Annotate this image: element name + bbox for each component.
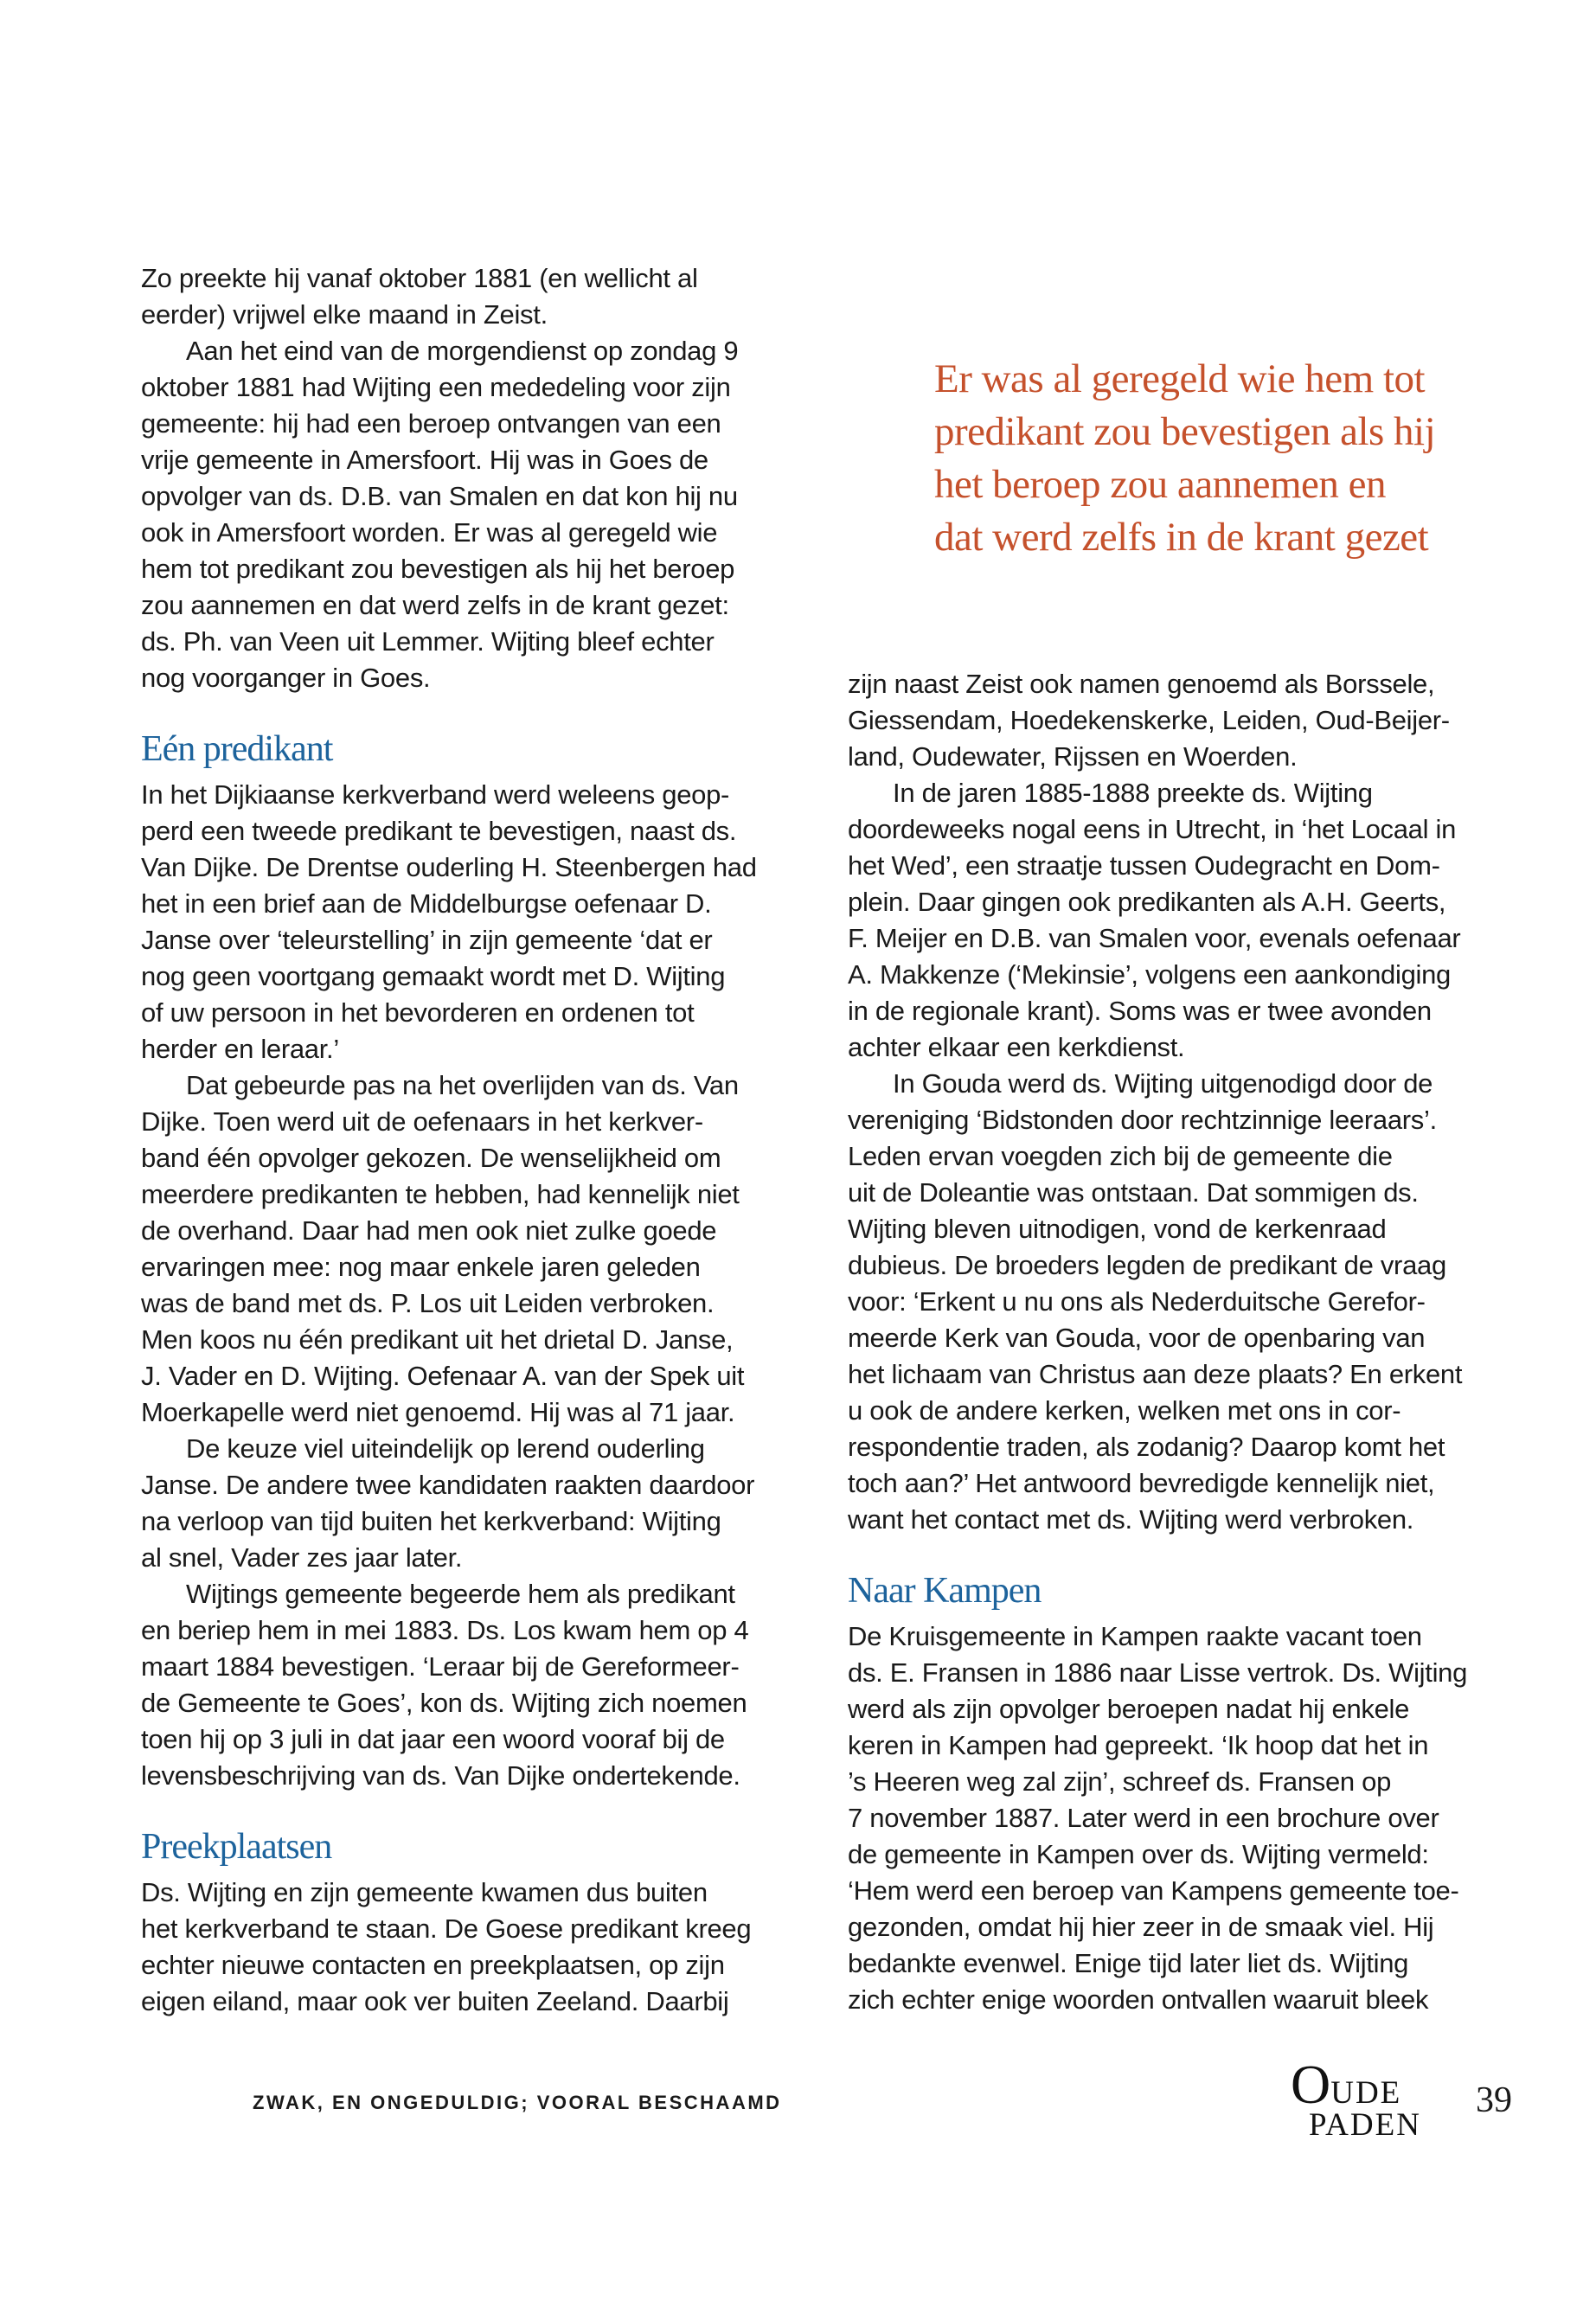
text-line: ervaringen mee: nog maar enkele jaren geleden <box>141 1252 701 1282</box>
text-line: echter nieuwe contacten en preekplaatsen, op zijn <box>141 1950 725 1980</box>
pull-quote <box>848 353 1514 564</box>
text-line: opvolger van ds. D.B. van Smalen en dat kon hij nu <box>141 481 738 511</box>
text-line: want het contact met ds. Wijting werd verbroken. <box>848 1504 1414 1535</box>
logo-rest-ude: UDE <box>1330 2075 1402 2111</box>
text-line: perd een tweede predikant te bevestigen, naast ds. <box>141 816 737 846</box>
text-line: Moerkapelle werd niet genoemd. Hij was al 71 jaar. <box>141 1397 735 1427</box>
text-line: het Wed’, een straatje tussen Oudegracht en Dom- <box>848 850 1440 881</box>
text-line: of uw persoon in het bevorderen en ordenen tot <box>141 997 695 1028</box>
right-column-body <box>848 666 1514 2018</box>
text-line: Dijke. Toen werd uit de oefenaars in het kerkver- <box>141 1106 703 1137</box>
section-heading: Preekplaatsen <box>141 1827 332 1867</box>
page-number: 39 <box>1476 2080 1512 2120</box>
quote-line: het beroep zou aannemen en <box>934 462 1387 507</box>
text-line: vrije gemeente in Amersfoort. Hij was in Goes de <box>141 445 708 475</box>
text-line: doordeweeks nogal eens in Utrecht, in ‘het Locaal in <box>848 814 1457 844</box>
text-line: 7 november 1887. Later werd in een brochure over <box>848 1803 1439 1833</box>
text-line: de gemeente in Kampen over ds. Wijting vermeld: <box>848 1839 1429 1869</box>
text-line: toen hij op 3 juli in dat jaar een woord vooraf bij de <box>141 1724 725 1754</box>
text-line: ds. E. Fransen in 1886 naar Lisse vertrok. Ds. Wijting <box>848 1657 1468 1688</box>
text-line: Aan het eind van de morgendienst op zondag 9 <box>186 336 739 366</box>
text-line: Wijting bleven uitnodigen, vond de kerkenraad <box>848 1214 1387 1244</box>
text-line: land, Oudewater, Rijssen en Woerden. <box>848 741 1298 772</box>
text-line: Giessendam, Hoedekenskerke, Leiden, Oud-Beijer- <box>848 705 1450 735</box>
text-line: In het Dijkiaanse kerkverband werd weleens geop- <box>141 779 730 810</box>
text-line: oktober 1881 had Wijting een mededeling voor zijn <box>141 372 731 402</box>
text-line: De keuze viel uiteindelijk op lerend ouderling <box>186 1433 705 1464</box>
text-line: ‘Hem werd een beroep van Kampens gemeente toe- <box>848 1875 1459 1906</box>
logo-initial-o: O <box>1291 2054 1331 2115</box>
text-line: De Kruisgemeente in Kampen raakte vacant toen <box>848 1621 1422 1651</box>
text-line: keren in Kampen had gepreekt. ‘Ik hoop dat het in <box>848 1730 1429 1760</box>
text-line: Van Dijke. De Drentse ouderling H. Steenbergen had <box>141 852 757 882</box>
text-line: A. Makkenze (‘Mekinsie’, volgens een aankondiging <box>848 959 1451 990</box>
text-line: zich echter enige woorden ontvallen waaruit bleek <box>848 1984 1429 2015</box>
text-line: meerdere predikanten te hebben, had kennelijk niet <box>141 1179 740 1209</box>
text-line: in de regionale krant). Soms was er twee avonden <box>848 996 1432 1026</box>
text-line: Dat gebeurde pas na het overlijden van ds. Van <box>186 1070 739 1100</box>
text-line: de overhand. Daar had men ook niet zulke goede <box>141 1215 717 1246</box>
text-line: Leden ervan voegden zich bij de gemeente die <box>848 1141 1393 1171</box>
text-line: Zo preekte hij vanaf oktober 1881 (en wellicht al <box>141 263 698 293</box>
text-line: de Gemeente te Goes’, kon ds. Wijting zich noemen <box>141 1688 747 1718</box>
left-text-column <box>141 260 805 2020</box>
text-line: achter elkaar een kerkdienst. <box>848 1032 1185 1062</box>
text-line: ’s Heeren weg zal zijn’, schreef ds. Fransen op <box>848 1766 1392 1797</box>
text-line: In Gouda werd ds. Wijting uitgenodigd door de <box>893 1068 1433 1099</box>
text-line: gezonden, omdat hij hier zeer in de smaak viel. Hij <box>848 1912 1434 1942</box>
right-text-column <box>848 0 1514 2018</box>
text-line: na verloop van tijd buiten het kerkverband: Wijting <box>141 1506 721 1536</box>
text-line: eigen eiland, maar ook ver buiten Zeeland. Daarbij <box>141 1986 729 2016</box>
text-line: al snel, Vader zes jaar later. <box>141 1542 463 1573</box>
section-heading: Eén predikant <box>141 729 333 769</box>
text-line: en beriep hem in mei 1883. Ds. Los kwam hem op 4 <box>141 1615 749 1645</box>
logo-line-paden: PADEN <box>1309 2107 1421 2143</box>
oude-paden-logo <box>1291 2054 1421 2143</box>
text-line: voor: ‘Erkent u nu ons als Nederduitsche Gerefor- <box>848 1286 1426 1317</box>
text-line: meerde Kerk van Gouda, voor de openbaring van <box>848 1323 1426 1353</box>
text-line: Janse over ‘teleurstelling’ in zijn gemeente ‘dat er <box>141 925 713 955</box>
text-line: was de band met ds. P. Los uit Leiden verbroken. <box>141 1288 715 1318</box>
text-line: werd als zijn opvolger beroepen nadat hij enkele <box>848 1694 1410 1724</box>
text-line: In de jaren 1885-1888 preekte ds. Wijting <box>893 778 1373 808</box>
text-line: dubieus. De broeders legden de predikant de vraag <box>848 1250 1446 1280</box>
text-line: maart 1884 bevestigen. ‘Leraar bij de Gereformeer- <box>141 1651 740 1682</box>
section-heading: Naar Kampen <box>848 1571 1042 1611</box>
text-line: J. Vader en D. Wijting. Oefenaar A. van der Spek uit <box>141 1361 745 1391</box>
logo-line-oude <box>1291 2054 1421 2115</box>
text-line: herder en leraar.’ <box>141 1034 339 1064</box>
text-line: het lichaam van Christus aan deze plaats? En erkent <box>848 1359 1463 1389</box>
text-line: hem tot predikant zou bevestigen als hij het beroep <box>141 554 735 584</box>
text-line: het kerkverband te staan. De Goese predikant kreeg <box>141 1913 752 1944</box>
text-line: ds. Ph. van Veen uit Lemmer. Wijting bleef echter <box>141 626 715 657</box>
text-line: levensbeschrijving van ds. Van Dijke ondertekende. <box>141 1760 740 1791</box>
quote-line: Er was al geregeld wie hem tot <box>934 356 1426 401</box>
text-line: gemeente: hij had een beroep ontvangen van een <box>141 408 721 439</box>
text-line: uit de Doleantie was ontstaan. Dat sommigen ds. <box>848 1177 1419 1208</box>
text-line: nog geen voortgang gemaakt wordt met D. Wijting <box>141 961 726 991</box>
text-line: nog voorganger in Goes. <box>141 663 431 693</box>
text-line: Janse. De andere twee kandidaten raakten daardoor <box>141 1470 755 1500</box>
text-line: toch aan?’ Het antwoord bevredigde kennelijk niet, <box>848 1468 1435 1498</box>
text-line: Men koos nu één predikant uit het drietal D. Janse, <box>141 1324 734 1355</box>
quote-line: dat werd zelfs in de krant gezet <box>934 515 1429 560</box>
text-line: plein. Daar gingen ook predikanten als A.H. Geerts, <box>848 887 1446 917</box>
running-head: ZWAK, EN ONGEDULDIG; VOORAL BESCHAAMD <box>253 2092 782 2113</box>
text-line: bedankte evenwel. Enige tijd later liet ds. Wijting <box>848 1948 1409 1978</box>
text-line: F. Meijer en D.B. van Smalen voor, evenals oefenaar <box>848 923 1461 953</box>
text-line: zou aannemen en dat werd zelfs in de krant gezet: <box>141 590 729 620</box>
text-line: u ook de andere kerken, welken met ons in cor- <box>848 1395 1401 1426</box>
text-line: ook in Amersfoort worden. Er was al geregeld wie <box>141 517 718 548</box>
text-line: vereniging ‘Bidstonden door rechtzinnige leeraars’. <box>848 1105 1437 1135</box>
text-line: zijn naast Zeist ook namen genoemd als Borssele, <box>848 669 1435 699</box>
text-line: band één opvolger gekozen. De wenselijkheid om <box>141 1143 721 1173</box>
text-line: het in een brief aan de Middelburgse oefenaar D. <box>141 888 712 919</box>
text-line: Wijtings gemeente begeerde hem als predikant <box>186 1579 735 1609</box>
text-line: Ds. Wijting en zijn gemeente kwamen dus buiten <box>141 1877 708 1907</box>
text-line: respondentie traden, als zodanig? Daarop komt het <box>848 1432 1445 1462</box>
quote-line: predikant zou bevestigen als hij <box>934 409 1436 454</box>
text-line: eerder) vrijwel elke maand in Zeist. <box>141 299 548 330</box>
